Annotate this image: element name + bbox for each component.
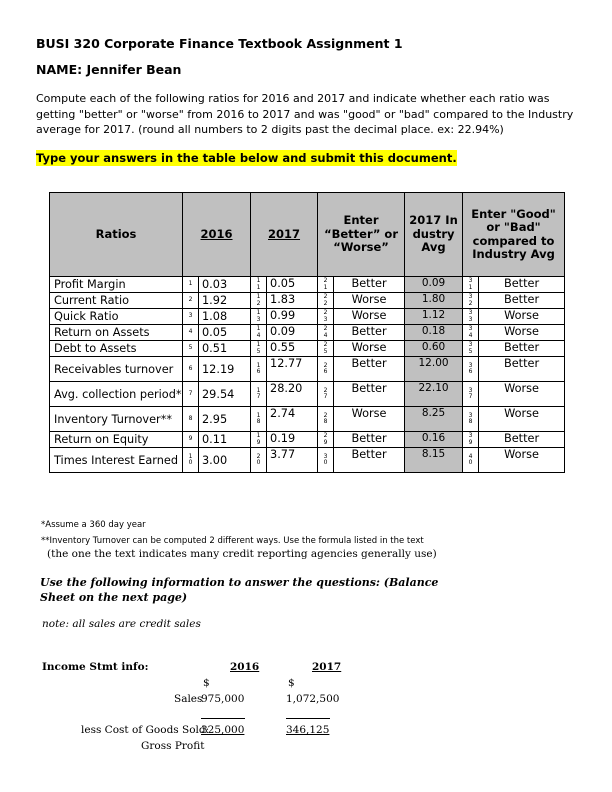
highlight-instruction: Type your answers in the table below and submit this document.: [36, 151, 457, 165]
industry-avg: 8.25: [405, 407, 463, 432]
good-bad-answer[interactable]: Worse: [479, 309, 565, 325]
instructions-paragraph: Compute each of the following ratios for 2016 and 2017 and indicate whether each ratio was getting "better" or "worse" from 2016 to 2017 and was "good" or "bad" compared to the Industry average for 2017. (round all numbers to 2 digits past the decimal place. ex: 22.94%): [36, 92, 574, 136]
cell-index: 3 4: [463, 325, 479, 341]
ratio-label: Avg. collection period*: [50, 382, 183, 407]
cell-index: 2 5: [318, 341, 334, 357]
cell-index: 2: [183, 293, 199, 309]
value-2017[interactable]: 0.19: [267, 432, 318, 448]
cell-index: 3 3: [463, 309, 479, 325]
header-better-worse: Enter “Better” or “Worse”: [318, 193, 405, 277]
ratios-table: [49, 192, 565, 473]
cell-index: 1 9: [251, 432, 267, 448]
ratio-label: Quick Ratio: [50, 309, 183, 325]
better-worse-answer[interactable]: Better: [334, 325, 405, 341]
cell-index: 4 0: [463, 448, 479, 473]
ratio-label: Times Interest Earned: [50, 448, 183, 473]
industry-avg: 22.10: [405, 382, 463, 407]
table-row: [50, 382, 565, 407]
value-2016[interactable]: 1.08: [199, 309, 251, 325]
industry-avg: 0.16: [405, 432, 463, 448]
cell-index: 2 8: [318, 407, 334, 432]
good-bad-answer[interactable]: Worse: [479, 448, 565, 473]
better-worse-answer[interactable]: Better: [334, 432, 405, 448]
cell-index: 9: [183, 432, 199, 448]
cell-index: 6: [183, 357, 199, 382]
header-industry-avg: 2017 Industry Avg: [405, 193, 463, 277]
value-2017[interactable]: 0.55: [267, 341, 318, 357]
value-2016[interactable]: 12.19: [199, 357, 251, 382]
cell-index: 2 0: [251, 448, 267, 473]
ratio-label: Receivables turnover: [50, 357, 183, 382]
table-row: [50, 357, 565, 382]
underline-2016: [201, 718, 245, 719]
ratio-label: Return on Equity: [50, 432, 183, 448]
note-inventory-continued: (the one the text indicates many credit reporting agencies generally use): [47, 548, 437, 560]
cell-index: 1 0: [183, 448, 199, 473]
assignment-title: BUSI 320 Corporate Finance Textbook Assignment 1: [36, 36, 403, 51]
better-worse-answer[interactable]: Worse: [334, 341, 405, 357]
good-bad-answer[interactable]: Better: [479, 357, 565, 382]
cell-index: 3 5: [463, 341, 479, 357]
value-2017[interactable]: 3.77: [267, 448, 318, 473]
good-bad-answer[interactable]: Worse: [479, 407, 565, 432]
cell-index: 3 8: [463, 407, 479, 432]
table-row: [50, 309, 565, 325]
header-good-bad: Enter "Good" or "Bad" compared to Industry Avg: [463, 193, 565, 277]
income-year-2016: 2016: [230, 661, 260, 673]
table-row: [50, 341, 565, 357]
table-row: [50, 432, 565, 448]
table-row: [50, 448, 565, 473]
cell-index: 1 2: [251, 293, 267, 309]
industry-avg: 12.00: [405, 357, 463, 382]
cell-index: 1 7: [251, 382, 267, 407]
sales-2016: 975,000: [201, 693, 245, 705]
ratio-label: Profit Margin: [50, 277, 183, 293]
value-2017[interactable]: 28.20: [267, 382, 318, 407]
table-row: [50, 277, 565, 293]
industry-avg: 1.80: [405, 293, 463, 309]
good-bad-answer[interactable]: Worse: [479, 325, 565, 341]
cell-index: 4: [183, 325, 199, 341]
cell-index: 3 1: [463, 277, 479, 293]
ratio-label: Inventory Turnover**: [50, 407, 183, 432]
cell-index: 1 1: [251, 277, 267, 293]
table-row: [50, 407, 565, 432]
better-worse-answer[interactable]: Worse: [334, 309, 405, 325]
good-bad-answer[interactable]: Better: [479, 277, 565, 293]
value-2017[interactable]: 12.77: [267, 357, 318, 382]
header-ratios: Ratios: [50, 193, 183, 277]
better-worse-answer[interactable]: Better: [334, 357, 405, 382]
underline-2017: [286, 718, 330, 719]
cell-index: 1 4: [251, 325, 267, 341]
cell-index: 3 7: [463, 382, 479, 407]
value-2017[interactable]: 2.74: [267, 407, 318, 432]
value-2016[interactable]: 1.92: [199, 293, 251, 309]
better-worse-answer[interactable]: Worse: [334, 293, 405, 309]
value-2016[interactable]: 29.54: [199, 382, 251, 407]
credit-sales-note: note: all sales are credit sales: [42, 618, 201, 630]
value-2017[interactable]: 0.99: [267, 309, 318, 325]
cell-index: 2 6: [318, 357, 334, 382]
gross-profit-label: Gross Profit: [141, 740, 205, 752]
cell-index: 2 1: [318, 277, 334, 293]
value-2017[interactable]: 0.09: [267, 325, 318, 341]
good-bad-answer[interactable]: Better: [479, 293, 565, 309]
value-2016[interactable]: 0.51: [199, 341, 251, 357]
industry-avg: 0.18: [405, 325, 463, 341]
header-2017: 2017: [251, 193, 318, 277]
cogs-2017: 346,125: [286, 724, 330, 736]
student-name: NAME: Jennifer Bean: [36, 62, 182, 77]
cell-index: 1 6: [251, 357, 267, 382]
better-worse-answer[interactable]: Better: [334, 382, 405, 407]
value-2016[interactable]: 2.95: [199, 407, 251, 432]
value-2016[interactable]: 3.00: [199, 448, 251, 473]
cell-index: 3 0: [318, 448, 334, 473]
cell-index: 2 9: [318, 432, 334, 448]
value-2016[interactable]: 0.11: [199, 432, 251, 448]
cell-index: 2 4: [318, 325, 334, 341]
header-2016: 2016: [183, 193, 251, 277]
cell-index: 2 2: [318, 293, 334, 309]
table-row: [50, 293, 565, 309]
cell-index: 1 5: [251, 341, 267, 357]
cell-index: 2 3: [318, 309, 334, 325]
sales-2017: 1,072,500: [286, 693, 340, 705]
cell-index: 2 7: [318, 382, 334, 407]
cell-index: 8: [183, 407, 199, 432]
ratio-label: Current Ratio: [50, 293, 183, 309]
income-year-2017: 2017: [312, 661, 342, 673]
value-2017[interactable]: 1.83: [267, 293, 318, 309]
industry-avg: 1.12: [405, 309, 463, 325]
cell-index: 7: [183, 382, 199, 407]
use-info-instruction: Use the following information to answer the questions: (Balance Sheet on the next page): [40, 576, 439, 604]
table-row: [50, 325, 565, 341]
cell-index: 3 9: [463, 432, 479, 448]
ratio-label: Return on Assets: [50, 325, 183, 341]
better-worse-answer[interactable]: Worse: [334, 407, 405, 432]
cogs-label: less Cost of Goods Sold:: [81, 724, 210, 736]
cogs-2016: 325,000: [201, 724, 245, 736]
cell-index: 1 8: [251, 407, 267, 432]
value-2017[interactable]: 0.05: [267, 277, 318, 293]
income-stmt-label: Income Stmt info:: [42, 661, 149, 673]
value-2016[interactable]: 0.03: [199, 277, 251, 293]
note-inventory-turnover: **Inventory Turnover can be computed 2 different ways. Use the formula listed in the text: [41, 536, 424, 546]
better-worse-answer[interactable]: Better: [334, 448, 405, 473]
good-bad-answer[interactable]: Better: [479, 341, 565, 357]
value-2016[interactable]: 0.05: [199, 325, 251, 341]
industry-avg: 0.09: [405, 277, 463, 293]
industry-avg: 8.15: [405, 448, 463, 473]
note-360-day: *Assume a 360 day year: [41, 520, 146, 530]
good-bad-answer[interactable]: Worse: [479, 382, 565, 407]
cell-index: 3 6: [463, 357, 479, 382]
dollar-sign-2016: $: [203, 677, 210, 689]
cell-index: 1: [183, 277, 199, 293]
better-worse-answer[interactable]: Better: [334, 277, 405, 293]
dollar-sign-2017: $: [288, 677, 295, 689]
good-bad-answer[interactable]: Better: [479, 432, 565, 448]
cell-index: 5: [183, 341, 199, 357]
sales-label: Sales: [174, 693, 203, 705]
ratio-label: Debt to Assets: [50, 341, 183, 357]
cell-index: 1 3: [251, 309, 267, 325]
cell-index: 3: [183, 309, 199, 325]
cell-index: 3 2: [463, 293, 479, 309]
industry-avg: 0.60: [405, 341, 463, 357]
